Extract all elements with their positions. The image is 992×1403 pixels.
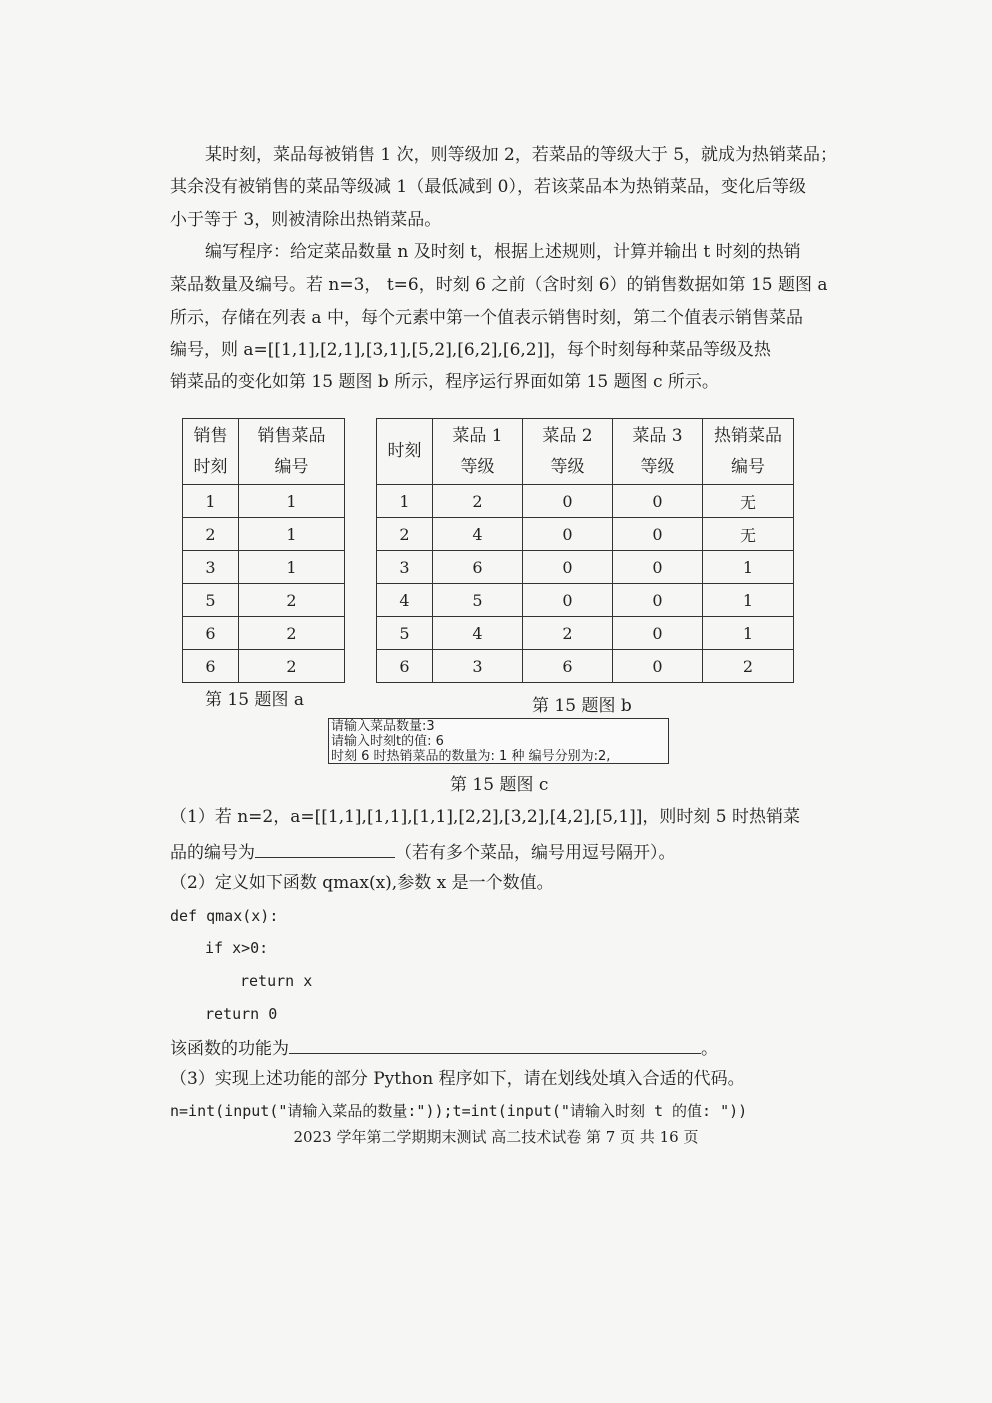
table-cell: 2 bbox=[703, 650, 794, 683]
figure-b-caption: 第 15 题图 b bbox=[532, 696, 632, 716]
header-dish1-level bbox=[433, 419, 523, 485]
table-row bbox=[377, 617, 794, 650]
table-cell: 3 bbox=[377, 551, 433, 584]
header-text: 时刻 bbox=[193, 456, 228, 477]
table-cell: 1 bbox=[239, 551, 345, 584]
table-cell: 3 bbox=[433, 650, 523, 683]
intro-line: 小于等于 3，则被清除出热销菜品。 bbox=[170, 210, 442, 230]
table-cell: 5 bbox=[377, 617, 433, 650]
table-cell: 0 bbox=[613, 485, 703, 518]
header-sale-time bbox=[183, 419, 239, 485]
table-cell: 1 bbox=[377, 485, 433, 518]
header-text: 编号 bbox=[731, 456, 765, 477]
table-cell: 4 bbox=[377, 584, 433, 617]
header-text: 菜品 1 bbox=[452, 425, 503, 446]
header-text: 编号 bbox=[274, 456, 309, 477]
table-cell: 0 bbox=[613, 551, 703, 584]
table-cell: 0 bbox=[523, 584, 613, 617]
question1-answer-line bbox=[170, 839, 676, 861]
code-line: return 0 bbox=[205, 1005, 278, 1023]
table-cell: 0 bbox=[523, 518, 613, 551]
header-text: 等级 bbox=[550, 456, 585, 477]
table-row bbox=[183, 551, 345, 584]
table-header-row bbox=[377, 419, 794, 485]
question2-end: 。 bbox=[701, 1039, 718, 1059]
table-row bbox=[183, 650, 345, 683]
table-cell: 2 bbox=[523, 617, 613, 650]
header-time bbox=[377, 419, 433, 485]
console-line: 请输入时刻t的值: 6 bbox=[331, 734, 444, 749]
table-row bbox=[183, 485, 345, 518]
table-cell: 0 bbox=[613, 650, 703, 683]
intro-line: 某时刻，菜品每被销售 1 次，则等级加 2，若菜品的等级大于 5，就成为热销菜品； bbox=[205, 145, 838, 165]
table-cell: 1 bbox=[183, 485, 239, 518]
table-cell: 2 bbox=[239, 584, 345, 617]
table-cell: 1 bbox=[703, 617, 794, 650]
header-dish3-level bbox=[613, 419, 703, 485]
console-line: 时刻 6 时热销菜品的数量为: 1 种 编号分别为:2, bbox=[331, 749, 611, 764]
sales-table bbox=[182, 418, 345, 683]
table-row bbox=[183, 518, 345, 551]
figure-a-caption: 第 15 题图 a bbox=[205, 690, 304, 710]
answer-blank bbox=[255, 839, 395, 858]
table-cell: 0 bbox=[523, 485, 613, 518]
header-text: 等级 bbox=[640, 456, 675, 477]
table-cell: 2 bbox=[183, 518, 239, 551]
intro-line: 其余没有被销售的菜品等级减 1（最低减到 0），若该菜品本为热销菜品，变化后等级 bbox=[170, 177, 806, 197]
question1-note: （若有多个菜品，编号用逗号隔开）。 bbox=[395, 843, 676, 863]
console-output bbox=[328, 718, 669, 764]
question2-intro: （2）定义如下函数 qmax(x),参数 x 是一个数值。 bbox=[170, 873, 554, 893]
table-cell: 2 bbox=[239, 650, 345, 683]
table-cell: 1 bbox=[703, 584, 794, 617]
table-cell: 3 bbox=[183, 551, 239, 584]
question2-prompt: 该函数的功能为 bbox=[170, 1039, 289, 1059]
table-header-row bbox=[183, 419, 345, 485]
table-cell: 1 bbox=[239, 485, 345, 518]
header-text: 热销菜品 bbox=[714, 425, 782, 446]
table-cell: 6 bbox=[377, 650, 433, 683]
intro-line: 菜品数量及编号。若 n=3， t=6，时刻 6 之前（含时刻 6）的销售数据如第 15 题图 a bbox=[170, 275, 828, 295]
answer-blank bbox=[289, 1035, 701, 1054]
table-cell: 5 bbox=[183, 584, 239, 617]
header-dish-id bbox=[239, 419, 345, 485]
table-cell: 6 bbox=[523, 650, 613, 683]
header-text: 销售菜品 bbox=[257, 425, 326, 446]
table-cell: 无 bbox=[703, 518, 794, 551]
table-row bbox=[377, 518, 794, 551]
header-text: 时刻 bbox=[387, 441, 422, 461]
level-table bbox=[376, 418, 794, 683]
table-cell: 1 bbox=[239, 518, 345, 551]
code-line: if x>0: bbox=[205, 939, 269, 957]
table-row bbox=[183, 584, 345, 617]
code-line: n=int(input("请输入菜品的数量:"));t=int(input("请输入时刻 t 的值: ")) bbox=[170, 1102, 748, 1120]
question3-intro: （3）实现上述功能的部分 Python 程序如下，请在划线处填入合适的代码。 bbox=[170, 1069, 745, 1089]
table-cell: 6 bbox=[183, 617, 239, 650]
table-cell: 4 bbox=[433, 617, 523, 650]
figure-c-caption: 第 15 题图 c bbox=[450, 775, 549, 795]
header-text: 销售 bbox=[193, 425, 228, 446]
table-cell: 0 bbox=[613, 584, 703, 617]
intro-line: 销菜品的变化如第 15 题图 b 所示，程序运行界面如第 15 题图 c 所示。 bbox=[170, 372, 719, 392]
table-cell: 6 bbox=[183, 650, 239, 683]
page-footer: 2023 学年第二学期期末测试 高二技术试卷 第 7 页 共 16 页 bbox=[293, 1128, 699, 1146]
table-cell: 5 bbox=[433, 584, 523, 617]
header-text: 菜品 2 bbox=[542, 425, 593, 446]
table-cell: 0 bbox=[613, 617, 703, 650]
table-row bbox=[377, 551, 794, 584]
intro-line: 编写程序：给定菜品数量 n 及时刻 t，根据上述规则，计算并输出 t 时刻的热销 bbox=[205, 242, 801, 262]
table-cell: 2 bbox=[433, 485, 523, 518]
header-dish2-level bbox=[523, 419, 613, 485]
table-row bbox=[377, 485, 794, 518]
table-cell: 无 bbox=[703, 485, 794, 518]
code-line: return x bbox=[240, 972, 313, 990]
question1-line: （1）若 n=2，a=[[1,1],[1,1],[1,1],[2,2],[3,2],[4,2],[5,1]]，则时刻 5 时热销菜 bbox=[170, 807, 801, 827]
table-cell: 0 bbox=[613, 518, 703, 551]
table-row bbox=[377, 650, 794, 683]
question1-prompt: 品的编号为 bbox=[170, 843, 255, 863]
console-line: 请输入菜品数量:3 bbox=[331, 719, 435, 734]
intro-line: 所示，存储在列表 a 中，每个元素中第一个值表示销售时刻，第二个值表示销售菜品 bbox=[170, 308, 803, 328]
header-text: 菜品 3 bbox=[632, 425, 683, 446]
table-row bbox=[377, 584, 794, 617]
header-text: 等级 bbox=[460, 456, 495, 477]
question2-answer-line bbox=[170, 1035, 718, 1057]
table-cell: 2 bbox=[377, 518, 433, 551]
table-cell: 4 bbox=[433, 518, 523, 551]
intro-line: 编号，则 a=[[1,1],[2,1],[3,1],[5,2],[6,2],[6,2]]，每个时刻每种菜品等级及热 bbox=[170, 340, 771, 360]
table-cell: 2 bbox=[239, 617, 345, 650]
table-row bbox=[183, 617, 345, 650]
table-cell: 0 bbox=[523, 551, 613, 584]
code-line: def qmax(x): bbox=[170, 907, 279, 925]
table-cell: 1 bbox=[703, 551, 794, 584]
table-cell: 6 bbox=[433, 551, 523, 584]
header-hot-dish-id bbox=[703, 419, 794, 485]
